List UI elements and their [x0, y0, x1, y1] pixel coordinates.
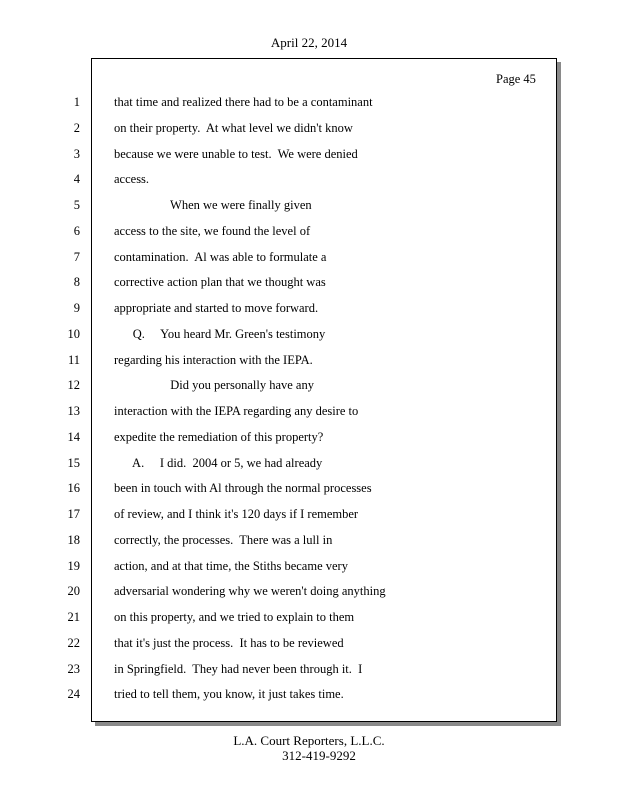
- line-number: 20: [67, 584, 80, 598]
- line-text: Did you personally have any: [114, 378, 314, 392]
- line-text: A. I did. 2004 or 5, we had already: [114, 456, 323, 470]
- line-text: on their property. At what level we didn't know: [114, 121, 353, 135]
- line-number: 24: [67, 687, 80, 701]
- line-text: been in touch with Al through the normal processes: [114, 481, 372, 495]
- line-number: 3: [73, 147, 80, 161]
- line-number: 5: [73, 198, 80, 212]
- line-number: 22: [67, 636, 80, 650]
- line-number: 23: [67, 662, 80, 676]
- line-text: adversarial wondering why we weren't doing anything: [114, 584, 386, 598]
- line-text: that it's just the process. It has to be reviewed: [114, 636, 344, 650]
- line-number: 10: [67, 327, 80, 341]
- line-text: interaction with the IEPA regarding any desire to: [114, 404, 359, 418]
- line-number: 8: [73, 275, 80, 289]
- line-number: 1: [73, 95, 80, 109]
- line-number: 4: [73, 172, 80, 186]
- line-number: 18: [67, 533, 80, 547]
- footer-phone: 312-419-9292: [282, 748, 356, 763]
- line-text: action, and at that time, the Stiths became very: [114, 559, 348, 573]
- line-number: 21: [67, 610, 80, 624]
- footer-company: L.A. Court Reporters, L.L.C.: [233, 733, 385, 748]
- line-text: of review, and I think it's 120 days if I remember: [114, 507, 359, 521]
- line-text: Q. You heard Mr. Green's testimony: [114, 327, 326, 341]
- line-number: 15: [67, 456, 80, 470]
- line-text: regarding his interaction with the IEPA.: [114, 353, 313, 367]
- line-number: 12: [67, 378, 80, 392]
- line-text: access to the site, we found the level of: [114, 224, 311, 238]
- line-number: 19: [67, 559, 80, 573]
- line-number: 2: [73, 121, 80, 135]
- line-text: on this property, and we tried to explain to them: [114, 610, 355, 624]
- line-number: 17: [67, 507, 80, 521]
- line-number: 11: [67, 353, 80, 367]
- line-text: tried to tell them, you know, it just takes time.: [114, 687, 344, 701]
- line-text: appropriate and started to move forward.: [114, 301, 319, 315]
- line-number: 9: [73, 301, 80, 315]
- line-text: corrective action plan that we thought was: [114, 275, 326, 289]
- line-text: in Springfield. They had never been through it. I: [114, 662, 363, 676]
- line-number: 13: [67, 404, 80, 418]
- line-number: 7: [73, 250, 80, 264]
- line-number: 16: [67, 481, 80, 495]
- page-number: Page 45: [496, 72, 536, 86]
- line-text: expedite the remediation of this property?: [114, 430, 324, 444]
- line-text: contamination. Al was able to formulate a: [114, 250, 327, 264]
- line-text: because we were unable to test. We were denied: [114, 147, 358, 161]
- line-text: When we were finally given: [114, 198, 312, 212]
- line-number: 6: [73, 224, 80, 238]
- line-text: access.: [114, 172, 150, 186]
- transcript-date: April 22, 2014: [270, 35, 348, 50]
- line-number: 14: [67, 430, 80, 444]
- line-text: correctly, the processes. There was a lull in: [114, 533, 333, 547]
- line-text: that time and realized there had to be a contaminant: [114, 95, 373, 109]
